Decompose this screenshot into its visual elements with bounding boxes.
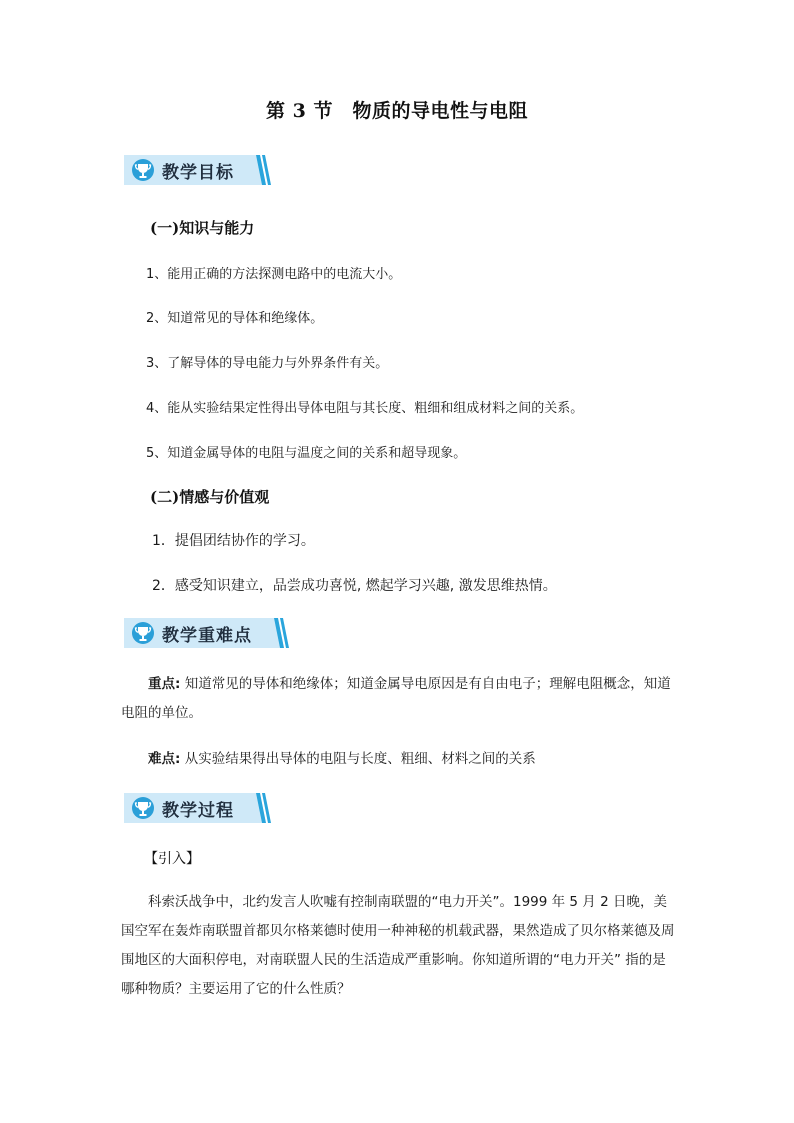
section-label-goals: 教学目标 — [162, 163, 234, 183]
section-banner-goals — [124, 155, 271, 185]
list-item: 1．提倡团结协作的学习。 — [152, 533, 315, 549]
list-item: 1、能用正确的方法探测电路中的电流大小。 — [146, 267, 402, 282]
keypoint-paragraph — [121, 670, 676, 728]
intro-heading: 【引入】 — [144, 851, 200, 867]
list-item: 2、知道常见的导体和绝缘体。 — [146, 311, 324, 326]
list-item: 4、能从实验结果定性得出导体电阻与其长度、粗细和组成材料之间的关系。 — [146, 401, 584, 416]
section-banner-process — [124, 793, 271, 823]
keypoint-text: 知道常见的导体和绝缘体；知道金属导电原因是有自由电子；理解电阻概念，知道电阻的单位。 — [121, 676, 671, 721]
trophy-icon — [128, 618, 158, 648]
section-banner-keypoints — [124, 618, 290, 648]
list-item: 5、知道金属导体的电阻与温度之间的关系和超导现象。 — [146, 446, 467, 461]
trophy-icon — [128, 155, 158, 185]
keypoint-label: 重点: — [148, 676, 181, 692]
page-title: 第 3 节 物质的导电性与电阻 — [266, 100, 528, 122]
trophy-icon — [128, 793, 158, 823]
subheading-knowledge: (一)知识与能力 — [150, 219, 255, 237]
difficulty-text: 从实验结果得出导体的电阻与长度、粗细、材料之间的关系 — [180, 751, 536, 767]
difficulty-label: 难点: — [148, 751, 181, 767]
difficulty-paragraph — [121, 745, 676, 774]
subheading-values: (二)情感与价值观 — [150, 488, 270, 506]
section-label-keypoints: 教学重难点 — [162, 626, 252, 646]
list-item: 3、了解导体的导电能力与外界条件有关。 — [146, 356, 389, 371]
intro-paragraph: 科索沃战争中，北约发言人吹嘘有控制南联盟的“电力开关”。1999 年 5 月 2 日晚，美国空军在轰炸南联盟首都贝尔格莱德时使用一种神秘的机载武器，果然造成了贝尔格莱德及周围地区的大面积停电，对南联盟人民的生活造成严重影响。你知道所谓的“电力开关” 指的是哪种物质？主要运用了它的什么性质？ — [121, 894, 675, 997]
list-item: 2．感受知识建立，品尝成功喜悦, 燃起学习兴趣, 激发思维热情。 — [152, 578, 557, 594]
section-label-process: 教学过程 — [162, 801, 234, 821]
